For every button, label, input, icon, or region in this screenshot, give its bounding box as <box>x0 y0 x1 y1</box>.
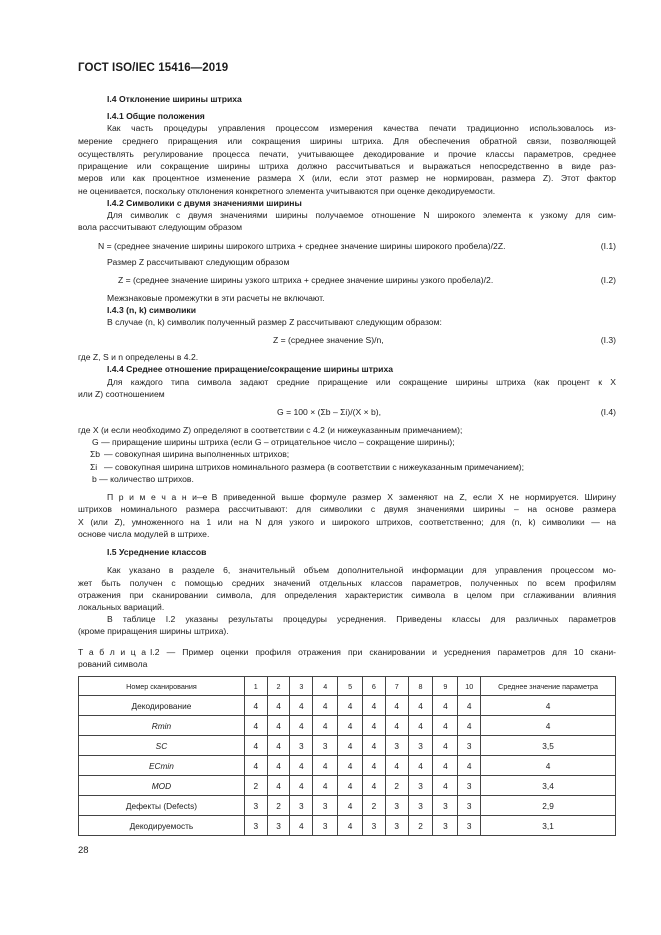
subsection-heading-i42: I.4.2 Символики с двумя значениями ширины <box>107 198 302 208</box>
paragraph-line: Размер Z рассчитывают следующим образом <box>107 257 290 267</box>
grade-cell: 4 <box>433 716 458 736</box>
formula-number: (I.2) <box>600 275 616 285</box>
grade-cell: 4 <box>385 756 408 776</box>
grade-cell: 4 <box>338 736 363 756</box>
grade-cell: 4 <box>433 696 458 716</box>
grade-cell: 3 <box>244 816 267 836</box>
header-cell: 9 <box>433 677 458 696</box>
note-line: X (или Z), умноженного на 1 или на N для узкого и широкого штрихов, соответственно; для (n, k) символики — на <box>78 517 616 527</box>
grade-cell: 3 <box>458 776 481 796</box>
paragraph-line: меров или как процентное изменение размера X (или, если этот размер не нормирован, размера Z). Этот фактор <box>78 173 616 183</box>
note-line: штрихов номинального размера рассчитывают: для символики с двумя значениями ширины – на основе размера <box>78 504 616 514</box>
where-line: G — приращение ширины штриха (если G – отрицательное число – сокращение ширины); <box>92 437 455 447</box>
header-cell: 4 <box>313 677 338 696</box>
grade-cell: 4 <box>313 716 338 736</box>
where-line: — совокупная ширина выполненных штрихов; <box>104 449 290 459</box>
header-cell: 7 <box>385 677 408 696</box>
grade-cell: 4 <box>267 756 290 776</box>
formula-i4: G = 100 × (Σb – Σi)/(X × b), <box>277 407 382 417</box>
grade-cell: 4 <box>244 696 267 716</box>
page-number: 28 <box>78 845 89 856</box>
paragraph-line: приращение или сокращение ширины штриха должно рассчитываться и выражаться непосредственно в виде раз- <box>78 161 616 171</box>
header-cell: 1 <box>244 677 267 696</box>
grade-cell: 4 <box>267 776 290 796</box>
paragraph-line: Как указано в разделе 6, значительный объем дополнительной информации для управления процессом мо- <box>107 565 616 575</box>
grade-cell: 2 <box>385 776 408 796</box>
grade-cell: 3 <box>244 796 267 816</box>
grade-cell: 4 <box>433 776 458 796</box>
grade-cell: 4 <box>290 696 313 716</box>
grade-cell: 4 <box>313 756 338 776</box>
grade-cell: 4 <box>363 756 386 776</box>
paragraph-line: отражения при сканировании символа, для определения характеристик символа в целом при сглаживании влияния <box>78 590 616 600</box>
table-row <box>79 776 616 796</box>
grade-cell: 4 <box>338 756 363 776</box>
where-symbol: Σb <box>90 449 101 459</box>
parameter-name-cell: ECmin <box>79 756 245 776</box>
grade-cell: 4 <box>267 736 290 756</box>
paragraph-line: Межзнаковые промежутки в эти расчеты не включают. <box>107 293 325 303</box>
grade-cell: 4 <box>267 716 290 736</box>
subsection-heading-i41: I.4.1 Общие положения <box>107 111 205 121</box>
note-line: — В приведенной выше формуле размер X заменяют на Z, если X не нормируется. Ширину <box>197 492 616 502</box>
grade-cell: 4 <box>363 716 386 736</box>
paragraph-line: жет быть получен с помощью средних значений отдельных классов параметров, полученных по всем профилям <box>78 578 616 588</box>
table-row <box>79 756 616 776</box>
table-row <box>79 696 616 716</box>
grade-cell: 4 <box>408 696 433 716</box>
grade-cell: 4 <box>385 716 408 736</box>
grade-cell: 4 <box>338 816 363 836</box>
grade-cell: 3 <box>408 776 433 796</box>
parameter-name-cell: Rmin <box>79 716 245 736</box>
formula-number: (I.3) <box>600 335 616 345</box>
header-cell: Среднее значение параметра <box>481 677 616 696</box>
table-caption-line: I.2 — Пример оценки профиля отражения при сканировании и усреднения параметров для 10 скани- <box>150 647 616 657</box>
table-row <box>79 736 616 756</box>
paragraph-line: или Z) соотношением <box>78 389 165 399</box>
section-heading-i5: I.5 Усреднение классов <box>107 547 207 557</box>
grade-cell: 3 <box>290 796 313 816</box>
grade-cell: 3 <box>458 736 481 756</box>
average-cell: 4 <box>481 756 616 776</box>
grade-cell: 4 <box>363 776 386 796</box>
average-cell: 3,4 <box>481 776 616 796</box>
grade-cell: 3 <box>433 816 458 836</box>
grade-cell: 3 <box>313 796 338 816</box>
grade-cell: 2 <box>244 776 267 796</box>
grade-cell: 4 <box>338 796 363 816</box>
paragraph-line: осуществлять регулирование процесса печати, учитывающее декодирование и прочие классы параметров, среднее <box>78 149 616 159</box>
grade-cell: 3 <box>290 736 313 756</box>
section-heading-i4: I.4 Отклонение ширины штриха <box>107 94 242 104</box>
grade-cell: 3 <box>313 816 338 836</box>
subsection-heading-i43: I.4.3 (n, k) символики <box>107 305 196 315</box>
paragraph-line: Для каждого типа символа задают средние приращение или сокращение ширины штриха (как процент к X <box>107 377 616 387</box>
grade-cell: 2 <box>408 816 433 836</box>
grade-cell: 4 <box>458 696 481 716</box>
grade-cell: 3 <box>458 796 481 816</box>
paragraph-line: мерение среднего приращения или сокращения ширины штриха. Для обеспечения обратной связи, позволяющей <box>78 136 616 146</box>
grade-cell: 4 <box>244 756 267 776</box>
table-caption-label: Т а б л и ц а <box>78 647 148 657</box>
grade-cell: 4 <box>313 696 338 716</box>
table-row <box>79 816 616 836</box>
grade-cell: 4 <box>338 716 363 736</box>
grade-cell: 3 <box>433 796 458 816</box>
grade-cell: 4 <box>408 756 433 776</box>
grade-cell: 4 <box>433 756 458 776</box>
note-line: основе числа модулей в штрихе. <box>78 529 210 539</box>
parameter-name-cell: MOD <box>79 776 245 796</box>
formula-i3: Z = (среднее значение S)/n, <box>273 335 384 345</box>
grade-cell: 4 <box>408 716 433 736</box>
formula-number: (I.4) <box>600 407 616 417</box>
grade-cell: 3 <box>385 736 408 756</box>
average-cell: 3,1 <box>481 816 616 836</box>
document-header: ГОСТ ISO/IEC 15416—2019 <box>78 62 229 74</box>
paragraph-line: Как часть процедуры управления процессом измерения качества печати традиционно использовалось из- <box>107 123 616 133</box>
grade-cell: 3 <box>363 816 386 836</box>
where-symbol: Σi <box>90 462 98 472</box>
grade-cell: 4 <box>290 776 313 796</box>
parameter-name-cell: SC <box>79 736 245 756</box>
subsection-heading-i44: I.4.4 Среднее отношение приращение/сокращение ширины штриха <box>107 364 394 374</box>
where-line: — совокупная ширина штрихов номинального размера (в соответствии с нижеуказанным примечанием); <box>104 462 524 472</box>
grade-cell: 4 <box>433 736 458 756</box>
grade-cell: 4 <box>313 776 338 796</box>
grade-cell: 3 <box>385 796 408 816</box>
header-cell: 2 <box>267 677 290 696</box>
header-cell: 10 <box>458 677 481 696</box>
header-cell: Номер сканирования <box>79 677 245 696</box>
grade-cell: 4 <box>338 776 363 796</box>
grade-cell: 2 <box>363 796 386 816</box>
note-label: П р и м е ч а н и е <box>107 492 209 502</box>
average-cell: 4 <box>481 696 616 716</box>
grade-cell: 2 <box>267 796 290 816</box>
header-cell: 5 <box>338 677 363 696</box>
grade-cell: 4 <box>290 756 313 776</box>
grade-cell: 4 <box>338 696 363 716</box>
grade-cell: 4 <box>290 716 313 736</box>
paragraph-line: вола рассчитывают следующим образом <box>78 222 243 232</box>
grade-cell: 4 <box>385 696 408 716</box>
paragraph-line: не оценивается, поскольку отклонения конкретного элемента учитываются при оценке декодируемости. <box>78 186 496 196</box>
paragraph-line: (кроме приращения ширины штриха). <box>78 626 229 636</box>
paragraph-line: где Z, S и n определены в 4.2. <box>78 352 199 362</box>
table-caption-line: рований символа <box>78 659 148 669</box>
results-table <box>78 676 616 836</box>
grade-cell: 4 <box>244 716 267 736</box>
average-cell: 3,5 <box>481 736 616 756</box>
grade-cell: 4 <box>290 816 313 836</box>
header-cell: 8 <box>408 677 433 696</box>
formula-i1: N = (среднее значение ширины широкого штриха + среднее значение ширины широкого пробела)/2Z. <box>98 241 506 251</box>
average-cell: 4 <box>481 716 616 736</box>
table-row <box>79 796 616 816</box>
grade-cell: 4 <box>244 736 267 756</box>
paragraph-line: В случае (n, k) символик полученный размер Z рассчитывают следующим образом: <box>107 317 442 327</box>
grade-cell: 3 <box>408 796 433 816</box>
grade-cell: 4 <box>458 716 481 736</box>
where-line: b — количество штрихов. <box>92 474 194 484</box>
grade-cell: 3 <box>385 816 408 836</box>
grade-cell: 4 <box>267 696 290 716</box>
average-cell: 2,9 <box>481 796 616 816</box>
grade-cell: 3 <box>458 816 481 836</box>
grade-cell: 3 <box>267 816 290 836</box>
formula-i2: Z = (среднее значение ширины узкого штриха + среднее значение ширины узкого пробела)/2. <box>118 275 494 285</box>
paragraph-line: В таблице I.2 указаны результаты процедуры усреднения. Приведены классы для различных параметров <box>107 614 616 624</box>
table-row <box>79 716 616 736</box>
grade-cell: 3 <box>313 736 338 756</box>
parameter-name-cell: Дефекты (Defects) <box>79 796 245 816</box>
grade-cell: 3 <box>408 736 433 756</box>
header-cell: 3 <box>290 677 313 696</box>
parameter-name-cell: Декодируемость <box>79 816 245 836</box>
formula-number: (I.1) <box>600 241 616 251</box>
table-header-row <box>79 677 616 696</box>
header-cell: 6 <box>363 677 386 696</box>
where-line: где X (и если необходимо Z) определяют в соответствии с 4.2 (и нижеуказанным примечанием); <box>78 425 463 435</box>
paragraph-line: Для символик с двумя значениями ширины получаемое отношение N широкого элемента к узкому для сим- <box>107 210 616 220</box>
parameter-name-cell: Декодирование <box>79 696 245 716</box>
grade-cell: 4 <box>458 756 481 776</box>
grade-cell: 4 <box>363 736 386 756</box>
grade-cell: 4 <box>363 696 386 716</box>
paragraph-line: локальных вариаций. <box>78 602 165 612</box>
